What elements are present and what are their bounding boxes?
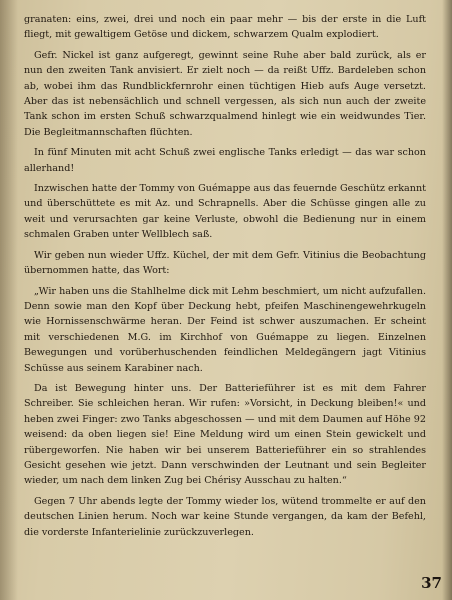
paragraph: In fünf Minuten mit acht Schuß zwei englische Tanks erledigt — das war schon allerhand! [24, 147, 426, 174]
paragraph: Gefr. Nickel ist ganz aufgeregt, gewinnt seine Ruhe aber bald zurück, als er nun den zweiten Tank anvisiert. Er zielt noch — da reißt Uffz. Bardeleben schon ab, wobei ihm das Rundblickfernrohr einen tüchtigen Hieb aufs Auge versetzt. Aber das ist nebensächlich und schnell vergessen, als sich nun auch der zweite Tank schon im ersten Schuß schwarzqualmend hinlegt wie ein weidwundes Tier. Die Begleitmannschaften flüchten. [24, 49, 426, 138]
paragraph: Da ist Bewegung hinter uns. Der Batterieführer ist es mit dem Fahrer Schreiber. Sie schleichen heran. Wir rufen: »Vorsicht, in Deckung bleiben!« und heben zwei Finger: zwo Tanks abgeschossen — und mit dem Daumen auf Höhe 92 weisend: da oben liegen sie! Eine Meldung wird um einen Stein gewickelt und rübergeworfen. Nie haben wir bei unserem Batterieführer ein so strahlendes Gesicht gesehen wie jetzt. Dann verschwinden der Leutnant und sein Begleiter wieder, um nach dem linken Zug bei Chérisy Ausschau zu halten.“ [24, 382, 426, 487]
body-text [24, 12, 426, 545]
paragraph: granaten: eins, zwei, drei und noch ein paar mehr — bis der erste in die Luft fliegt, mit gewaltigem Getöse und dickem, schwarzem Qualm explodiert. [24, 14, 426, 41]
paragraph: „Wir haben uns die Stahlhelme dick mit Lehm beschmiert, um nicht aufzufallen. Denn sowie man den Kopf über Deckung hebt, pfeifen Maschinengewehrkugeln wie Hornissenschwärme heran. Der Feind ist schwer auszumachen. Er scheint mit verschiedenen M.G. im Kirchhof von Guémappe zu liegen. Einzelnen Bewegungen und vorüberhuschenden feindlichen Meldegängern jagt Vitinius Schüsse aus seinem Karabiner nach. [24, 285, 426, 374]
page-number: 37 [421, 574, 442, 592]
page-edge-shadow [442, 0, 452, 600]
paragraph: Inzwischen hatte der Tommy von Guémappe aus das feuernde Geschütz erkannt und überschüttete es mit Az. und Schrapnells. Aber die Schüsse gingen alle zu weit und verursachten gar keine Verluste, obwohl die Bedienung nur in einem schmalen Graben unter Wellblech saß. [24, 183, 426, 241]
paragraph: Wir geben nun wieder Uffz. Küchel, der mit dem Gefr. Vitinius die Beobachtung übernommen hatte, das Wort: [24, 249, 426, 277]
paragraph: Gegen 7 Uhr abends legte der Tommy wieder los, wütend trommelte er auf den deutschen Linien herum. Noch war keine Stunde vergangen, da kam der Befehl, die vorderste Infanterielinie zurückzuverlegen. [24, 495, 426, 538]
page-gutter-shadow [0, 0, 18, 600]
